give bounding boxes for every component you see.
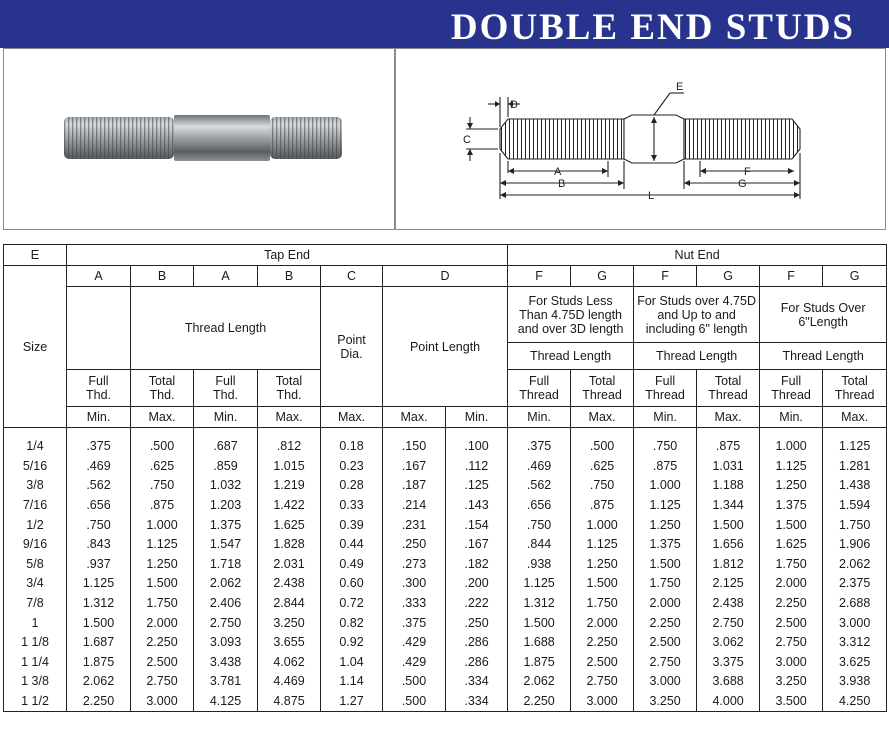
label-f: F: [744, 166, 751, 178]
value-cell: 3.000: [131, 692, 194, 712]
label-b: B: [558, 178, 566, 190]
value-cell: .875: [697, 437, 760, 457]
col-letter: B: [258, 266, 321, 287]
value-cell: .154: [446, 515, 508, 535]
table-row: [4, 574, 887, 594]
stud-photo-panel: [3, 48, 395, 230]
value-cell: 2.500: [571, 653, 634, 673]
stud-dimension-diagram: [396, 49, 885, 229]
value-cell: 1.375: [634, 535, 697, 555]
limit-cell: Max.: [258, 407, 321, 428]
value-cell: 1.125: [760, 457, 823, 477]
label-d: D: [510, 99, 518, 111]
label-g: G: [738, 178, 747, 190]
value-cell: 1.500: [634, 555, 697, 575]
sub-header: Total Thread: [823, 370, 887, 407]
value-cell: .843: [67, 535, 131, 555]
col-letter: B: [131, 266, 194, 287]
value-cell: 1.250: [571, 555, 634, 575]
value-cell: 1.500: [131, 574, 194, 594]
value-cell: .750: [571, 476, 634, 496]
value-cell: 1.125: [823, 437, 887, 457]
value-cell: 1.656: [697, 535, 760, 555]
sub-header: Total Thd.: [131, 370, 194, 407]
value-cell: .469: [508, 457, 571, 477]
value-cell: .625: [571, 457, 634, 477]
value-cell: .100: [446, 437, 508, 457]
value-cell: .687: [194, 437, 258, 457]
page-title: DOUBLE END STUDS: [450, 7, 855, 48]
value-cell: 1.875: [67, 653, 131, 673]
value-cell: 0.44: [321, 535, 383, 555]
nut-group-mid: For Studs over 4.75D and Up to and including 6" length: [634, 287, 760, 343]
col-letter: D: [383, 266, 508, 287]
value-cell: 3.000: [634, 672, 697, 692]
value-cell: 2.000: [571, 613, 634, 633]
value-cell: 2.031: [258, 555, 321, 575]
value-cell: 0.28: [321, 476, 383, 496]
value-cell: 1.438: [823, 476, 887, 496]
value-cell: .750: [131, 476, 194, 496]
size-cell: 5/16: [4, 457, 67, 477]
value-cell: .656: [508, 496, 571, 516]
value-cell: 3.250: [258, 613, 321, 633]
value-cell: 2.438: [258, 574, 321, 594]
header-banner: [0, 0, 889, 48]
value-cell: 3.688: [697, 672, 760, 692]
stud-photo: [4, 49, 394, 229]
value-cell: 1.906: [823, 535, 887, 555]
value-cell: 1.875: [508, 653, 571, 673]
value-cell: 2.062: [67, 672, 131, 692]
sub-header: Full Thread: [634, 370, 697, 407]
table-row: [4, 437, 887, 457]
value-cell: 1.828: [258, 535, 321, 555]
value-cell: .750: [508, 515, 571, 535]
value-cell: 1.500: [760, 515, 823, 535]
value-cell: 3.781: [194, 672, 258, 692]
value-cell: 1.312: [67, 594, 131, 614]
size-cell: 1 1/8: [4, 633, 67, 653]
value-cell: .187: [383, 476, 446, 496]
value-cell: 1.344: [697, 496, 760, 516]
value-cell: 1.000: [131, 515, 194, 535]
sub-header: Full Thread: [760, 370, 823, 407]
value-cell: 2.406: [194, 594, 258, 614]
value-cell: 2.000: [131, 613, 194, 633]
value-cell: 1.750: [131, 594, 194, 614]
value-cell: 1.219: [258, 476, 321, 496]
value-cell: 0.18: [321, 437, 383, 457]
nut-group-short: For Studs Less Than 4.75D length and over 3D length: [508, 287, 634, 343]
value-cell: 2.062: [194, 574, 258, 594]
value-cell: .562: [508, 476, 571, 496]
value-cell: 2.500: [634, 633, 697, 653]
value-cell: 3.655: [258, 633, 321, 653]
value-cell: 1.125: [508, 574, 571, 594]
value-cell: 3.000: [823, 613, 887, 633]
value-cell: 1.688: [508, 633, 571, 653]
value-cell: .375: [508, 437, 571, 457]
size-cell: 9/16: [4, 535, 67, 555]
table-row: [4, 535, 887, 555]
value-cell: .150: [383, 437, 446, 457]
value-cell: 1.125: [131, 535, 194, 555]
value-cell: .222: [446, 594, 508, 614]
value-cell: 0.33: [321, 496, 383, 516]
value-cell: .875: [131, 496, 194, 516]
value-cell: 3.375: [697, 653, 760, 673]
value-cell: 1.625: [258, 515, 321, 535]
value-cell: 2.250: [760, 594, 823, 614]
limit-cell: Max.: [823, 407, 887, 428]
value-cell: .500: [131, 437, 194, 457]
label-a: A: [554, 166, 562, 178]
value-cell: 2.000: [760, 574, 823, 594]
label-c: C: [463, 134, 471, 146]
size-cell: 1 1/4: [4, 653, 67, 673]
value-cell: .500: [383, 672, 446, 692]
value-cell: 1.203: [194, 496, 258, 516]
value-cell: 2.062: [823, 555, 887, 575]
value-cell: .286: [446, 633, 508, 653]
value-cell: 3.000: [760, 653, 823, 673]
value-cell: .143: [446, 496, 508, 516]
value-cell: 1.594: [823, 496, 887, 516]
value-cell: 0.23: [321, 457, 383, 477]
value-cell: .562: [67, 476, 131, 496]
nut-thread-length: Thread Length: [760, 343, 887, 370]
nut-end-header: Nut End: [508, 245, 887, 266]
table-row: [4, 633, 887, 653]
value-cell: .812: [258, 437, 321, 457]
limit-cell: Max.: [571, 407, 634, 428]
value-cell: .875: [634, 457, 697, 477]
thread-length-header: Thread Length: [131, 287, 321, 370]
value-cell: .112: [446, 457, 508, 477]
value-cell: 1.14: [321, 672, 383, 692]
limit-cell: Min.: [760, 407, 823, 428]
size-cell: 1: [4, 613, 67, 633]
value-cell: .182: [446, 555, 508, 575]
sub-header: Total Thread: [571, 370, 634, 407]
value-cell: .167: [383, 457, 446, 477]
col-letter: F: [634, 266, 697, 287]
value-cell: .250: [446, 613, 508, 633]
value-cell: 0.39: [321, 515, 383, 535]
value-cell: 4.000: [697, 692, 760, 712]
value-cell: 3.250: [760, 672, 823, 692]
value-cell: 2.500: [760, 613, 823, 633]
value-cell: .429: [383, 653, 446, 673]
value-cell: .125: [446, 476, 508, 496]
sub-header: Total Thd.: [258, 370, 321, 407]
nut-thread-length: Thread Length: [508, 343, 634, 370]
value-cell: 2.750: [194, 613, 258, 633]
value-cell: 1.032: [194, 476, 258, 496]
value-cell: .214: [383, 496, 446, 516]
value-cell: .333: [383, 594, 446, 614]
dimension-table: [3, 244, 887, 712]
value-cell: 2.250: [508, 692, 571, 712]
value-cell: 1.281: [823, 457, 887, 477]
table-row: [4, 692, 887, 712]
value-cell: 1.125: [67, 574, 131, 594]
limit-cell: Max.: [383, 407, 446, 428]
limit-cell: Min.: [446, 407, 508, 428]
value-cell: 1.188: [697, 476, 760, 496]
value-cell: 1.750: [823, 515, 887, 535]
value-cell: 2.750: [571, 672, 634, 692]
value-cell: .469: [67, 457, 131, 477]
value-cell: 2.250: [67, 692, 131, 712]
label-l: L: [648, 190, 655, 202]
col-letter: F: [760, 266, 823, 287]
size-cell: 7/16: [4, 496, 67, 516]
limit-cell: Max.: [321, 407, 383, 428]
value-cell: 0.82: [321, 613, 383, 633]
value-cell: 1.500: [697, 515, 760, 535]
value-cell: 4.062: [258, 653, 321, 673]
value-cell: .375: [383, 613, 446, 633]
value-cell: .231: [383, 515, 446, 535]
value-cell: .750: [67, 515, 131, 535]
value-cell: .286: [446, 653, 508, 673]
col-letter: G: [697, 266, 760, 287]
point-dia-header: Point Dia.: [321, 287, 383, 407]
value-cell: 1.750: [571, 594, 634, 614]
limit-cell: Min.: [634, 407, 697, 428]
value-cell: 4.875: [258, 692, 321, 712]
value-cell: 1.812: [697, 555, 760, 575]
value-cell: 1.500: [508, 613, 571, 633]
table-row: [4, 515, 887, 535]
value-cell: 1.000: [760, 437, 823, 457]
point-length-header: Point Length: [383, 287, 508, 407]
value-cell: 3.093: [194, 633, 258, 653]
size-cell: 5/8: [4, 555, 67, 575]
size-cell: 1 3/8: [4, 672, 67, 692]
value-cell: 1.015: [258, 457, 321, 477]
limit-cell: Min.: [194, 407, 258, 428]
value-cell: 3.250: [634, 692, 697, 712]
col-letter: G: [823, 266, 887, 287]
value-cell: 2.125: [697, 574, 760, 594]
value-cell: .500: [383, 692, 446, 712]
size-cell: 1/2: [4, 515, 67, 535]
value-cell: 0.72: [321, 594, 383, 614]
value-cell: 1.000: [634, 476, 697, 496]
value-cell: 1.031: [697, 457, 760, 477]
value-cell: 2.750: [697, 613, 760, 633]
table-row: [4, 653, 887, 673]
value-cell: .859: [194, 457, 258, 477]
value-cell: 1.125: [571, 535, 634, 555]
value-cell: .300: [383, 574, 446, 594]
value-cell: 3.938: [823, 672, 887, 692]
size-cell: 3/8: [4, 476, 67, 496]
value-cell: 3.062: [697, 633, 760, 653]
size-cell: 1 1/2: [4, 692, 67, 712]
value-cell: 1.547: [194, 535, 258, 555]
value-cell: .844: [508, 535, 571, 555]
value-cell: 2.688: [823, 594, 887, 614]
value-cell: 1.04: [321, 653, 383, 673]
value-cell: 4.250: [823, 692, 887, 712]
value-cell: 2.250: [131, 633, 194, 653]
value-cell: 1.718: [194, 555, 258, 575]
value-cell: 0.49: [321, 555, 383, 575]
table-row: [4, 555, 887, 575]
value-cell: 3.500: [760, 692, 823, 712]
nut-thread-length: Thread Length: [634, 343, 760, 370]
limit-cell: Min.: [508, 407, 571, 428]
value-cell: 2.375: [823, 574, 887, 594]
value-cell: 4.125: [194, 692, 258, 712]
value-cell: .937: [67, 555, 131, 575]
value-cell: 1.250: [634, 515, 697, 535]
value-cell: .750: [634, 437, 697, 457]
sub-header: Full Thread: [508, 370, 571, 407]
value-cell: 1.500: [67, 613, 131, 633]
value-cell: .334: [446, 672, 508, 692]
value-cell: .656: [67, 496, 131, 516]
value-cell: 1.750: [634, 574, 697, 594]
size-cell: 3/4: [4, 574, 67, 594]
size-cell: 7/8: [4, 594, 67, 614]
value-cell: 1.687: [67, 633, 131, 653]
tap-end-header: Tap End: [67, 245, 508, 266]
col-letter: G: [571, 266, 634, 287]
limit-cell: Min.: [67, 407, 131, 428]
corner-label: E: [4, 245, 67, 266]
value-cell: 3.438: [194, 653, 258, 673]
label-e: E: [676, 81, 684, 93]
value-cell: 1.250: [131, 555, 194, 575]
sub-header: Full Thd.: [194, 370, 258, 407]
value-cell: 4.469: [258, 672, 321, 692]
table-row: [4, 457, 887, 477]
value-cell: 2.750: [760, 633, 823, 653]
value-cell: 1.422: [258, 496, 321, 516]
value-cell: 1.250: [760, 476, 823, 496]
value-cell: 2.750: [634, 653, 697, 673]
col-letter: A: [194, 266, 258, 287]
col-letter: F: [508, 266, 571, 287]
size-header: Size: [4, 266, 67, 428]
value-cell: 1.125: [634, 496, 697, 516]
value-cell: 3.000: [571, 692, 634, 712]
value-cell: .375: [67, 437, 131, 457]
table-body: [4, 437, 887, 712]
value-cell: 3.625: [823, 653, 887, 673]
value-cell: 0.92: [321, 633, 383, 653]
value-cell: .938: [508, 555, 571, 575]
limit-cell: Max.: [697, 407, 760, 428]
value-cell: 1.750: [760, 555, 823, 575]
value-cell: 2.250: [571, 633, 634, 653]
stud-diagram-panel: [395, 48, 886, 230]
value-cell: 1.625: [760, 535, 823, 555]
value-cell: .200: [446, 574, 508, 594]
value-cell: 1.312: [508, 594, 571, 614]
table-row: [4, 613, 887, 633]
col-letter: C: [321, 266, 383, 287]
limit-cell: Max.: [131, 407, 194, 428]
value-cell: .167: [446, 535, 508, 555]
value-cell: 2.250: [634, 613, 697, 633]
col-letter: A: [67, 266, 131, 287]
value-cell: 2.000: [634, 594, 697, 614]
value-cell: 2.844: [258, 594, 321, 614]
value-cell: 2.500: [131, 653, 194, 673]
table-row: [4, 672, 887, 692]
size-cell: 1/4: [4, 437, 67, 457]
value-cell: 2.750: [131, 672, 194, 692]
nut-group-long: For Studs Over 6"Length: [760, 287, 887, 343]
sub-header: Full Thd.: [67, 370, 131, 407]
table-row: [4, 594, 887, 614]
value-cell: 3.312: [823, 633, 887, 653]
value-cell: .273: [383, 555, 446, 575]
value-cell: 0.60: [321, 574, 383, 594]
value-cell: .250: [383, 535, 446, 555]
table-row: [4, 476, 887, 496]
value-cell: .429: [383, 633, 446, 653]
value-cell: .500: [571, 437, 634, 457]
table-row: [4, 496, 887, 516]
value-cell: 1.375: [760, 496, 823, 516]
value-cell: 1.500: [571, 574, 634, 594]
value-cell: .625: [131, 457, 194, 477]
sub-header: Total Thread: [697, 370, 760, 407]
value-cell: 1.375: [194, 515, 258, 535]
value-cell: 2.062: [508, 672, 571, 692]
value-cell: .875: [571, 496, 634, 516]
value-cell: .334: [446, 692, 508, 712]
value-cell: 1.000: [571, 515, 634, 535]
value-cell: 1.27: [321, 692, 383, 712]
value-cell: 2.438: [697, 594, 760, 614]
